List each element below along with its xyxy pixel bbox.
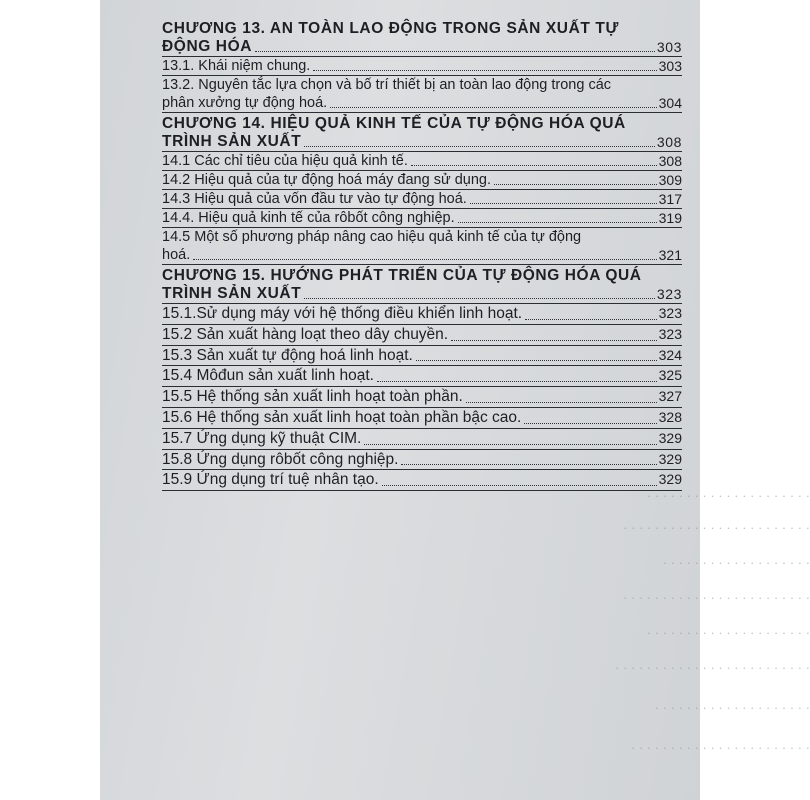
bleed-through-line: · · · · · · · · · · · · · · · · · · · · · · · ·	[623, 590, 810, 605]
dot-leader	[330, 107, 656, 108]
chapter-title-line2: TRÌNH SẢN XUẤT	[162, 133, 302, 150]
toc-entry	[162, 171, 682, 190]
toc-entry	[162, 325, 682, 346]
toc-entry	[162, 76, 682, 113]
entry-title: 15.9 Ứng dụng trí tuệ nhân tạo.	[162, 471, 379, 489]
entry-title: 15.6 Hệ thống sản xuất linh hoạt toàn phần bậc cao.	[162, 408, 522, 426]
bleed-through-line: · · · · · · · · · · · · · · · · · · · · ·	[646, 488, 810, 503]
dot-leader	[313, 70, 656, 71]
page-number: 321	[658, 247, 682, 263]
chapter-title-line2: ĐỘNG HÓA	[162, 38, 253, 55]
dot-leader	[451, 340, 657, 341]
toc-entry	[162, 366, 682, 387]
page-number: 323	[656, 286, 682, 302]
entry-title: 15.4 Môđun sản xuất linh hoạt.	[162, 367, 374, 385]
dot-leader	[470, 203, 657, 204]
page-number: 324	[658, 346, 682, 363]
page-number: 319	[658, 210, 682, 226]
toc-entry	[162, 429, 682, 450]
dot-leader	[494, 184, 657, 185]
entry-title: 15.7 Ứng dụng kỹ thuật CIM.	[162, 429, 362, 447]
toc-entry	[162, 209, 682, 228]
page-number: 303	[658, 58, 682, 74]
entry-title: 14.2 Hiệu quả của tự động hoá máy đang sử dụng.	[162, 172, 491, 188]
page-number: 308	[658, 153, 682, 169]
chapter-title-line1: CHƯƠNG 13. AN TOÀN LAO ĐỘNG TRONG SẢN XUẤT TỰ	[162, 20, 619, 37]
book-page	[100, 0, 810, 800]
entry-title: 14.4. Hiệu quả kinh tế của rôbốt công nghiệp.	[162, 210, 455, 226]
dot-leader	[377, 381, 657, 382]
dot-leader	[304, 298, 655, 299]
toc-entry	[162, 470, 682, 491]
entry-title: 13.2. Nguyên tắc lựa chọn và bố trí thiết bị an toàn lao động trong các	[162, 77, 612, 93]
chapter-title-line1: CHƯƠNG 14. HIỆU QUẢ KINH TẾ CỦA TỰ ĐỘNG HÓA QUÁ	[162, 115, 626, 132]
entry-title-cont: hoá.	[162, 247, 191, 263]
entry-title: 14.3 Hiệu quả của vốn đầu tư vào tự động hoá.	[162, 191, 467, 207]
page-number: 323	[658, 305, 682, 321]
page-number: 317	[658, 191, 682, 207]
page-number: 328	[658, 408, 682, 425]
chapter-title-line1: CHƯƠNG 15. HƯỚNG PHÁT TRIỂN CỦA TỰ ĐỘNG HÓA QUÁ	[162, 267, 642, 284]
page-number: 329	[658, 450, 682, 467]
dot-leader	[411, 165, 657, 166]
page-number: 308	[656, 134, 682, 150]
page-number: 304	[658, 95, 682, 111]
chapter-heading	[162, 20, 682, 56]
entry-title: 15.3 Sản xuất tự động hoá linh hoạt.	[162, 346, 413, 364]
dot-leader	[382, 485, 657, 486]
toc-entry	[162, 387, 682, 408]
dot-leader	[416, 360, 657, 361]
table-of-contents	[162, 18, 682, 491]
dot-leader	[458, 222, 657, 223]
toc-entry	[162, 57, 682, 76]
entry-title: 15.2 Sản xuất hàng loạt theo dây chuyền.	[162, 325, 449, 343]
dot-leader	[466, 402, 657, 403]
page-number: 303	[656, 39, 682, 55]
page-number: 329	[658, 429, 682, 446]
page-number: 309	[658, 172, 682, 188]
bleed-through-line: · · · · · · · · · · · · · · · · · · · · · · · · ·	[615, 660, 810, 675]
entry-title: 15.1.Sử dụng máy với hệ thống điều khiển linh hoạt.	[162, 305, 523, 322]
dot-leader	[524, 423, 656, 424]
bleed-through-line: · · · · · · · · · · · · · · · · · · ·	[662, 555, 810, 570]
toc-entry	[162, 190, 682, 209]
page-number: 323	[658, 325, 682, 342]
entry-title: 15.5 Hệ thống sản xuất linh hoạt toàn phần.	[162, 388, 463, 406]
chapter-heading	[162, 267, 682, 303]
bleed-through-line: · · · · · · · · · · · · · · · · · · · ·	[654, 700, 810, 715]
page-number: 327	[658, 388, 682, 405]
dot-leader	[401, 464, 656, 465]
page-number: 325	[658, 367, 682, 384]
dot-leader	[255, 51, 655, 52]
dot-leader	[193, 259, 656, 260]
entry-title: 13.1. Khái niệm chung.	[162, 58, 311, 74]
dot-leader	[364, 444, 656, 445]
toc-entry	[162, 304, 682, 325]
dot-leader	[525, 319, 657, 320]
page-number: 329	[658, 471, 682, 488]
entry-title: 14.5 Một số phương pháp nâng cao hiệu quả kinh tế của tự động	[162, 229, 582, 245]
bleed-through-line: · · · · · · · · · · · · · · · · · · · · · · ·	[630, 740, 810, 755]
bleed-through-line: · · · · · · · · · · · · · · · · · · · · · · · ·	[623, 520, 810, 535]
entry-title: 15.8 Ứng dụng rôbốt công nghiệp.	[162, 450, 399, 468]
dot-leader	[304, 146, 655, 147]
toc-entry	[162, 408, 682, 429]
entry-title-cont: phân xưởng tự động hoá.	[162, 95, 328, 111]
chapter-heading	[162, 115, 682, 151]
entry-title: 14.1 Các chỉ tiêu của hiệu quả kinh tế.	[162, 153, 408, 169]
toc-entry	[162, 346, 682, 367]
bleed-through-line: · · · · · · · · · · · · · · · · · · · · ·	[646, 625, 810, 640]
toc-entry	[162, 228, 682, 265]
chapter-title-line2: TRÌNH SẢN XUẤT	[162, 285, 302, 302]
toc-entry	[162, 152, 682, 171]
toc-entry	[162, 450, 682, 471]
